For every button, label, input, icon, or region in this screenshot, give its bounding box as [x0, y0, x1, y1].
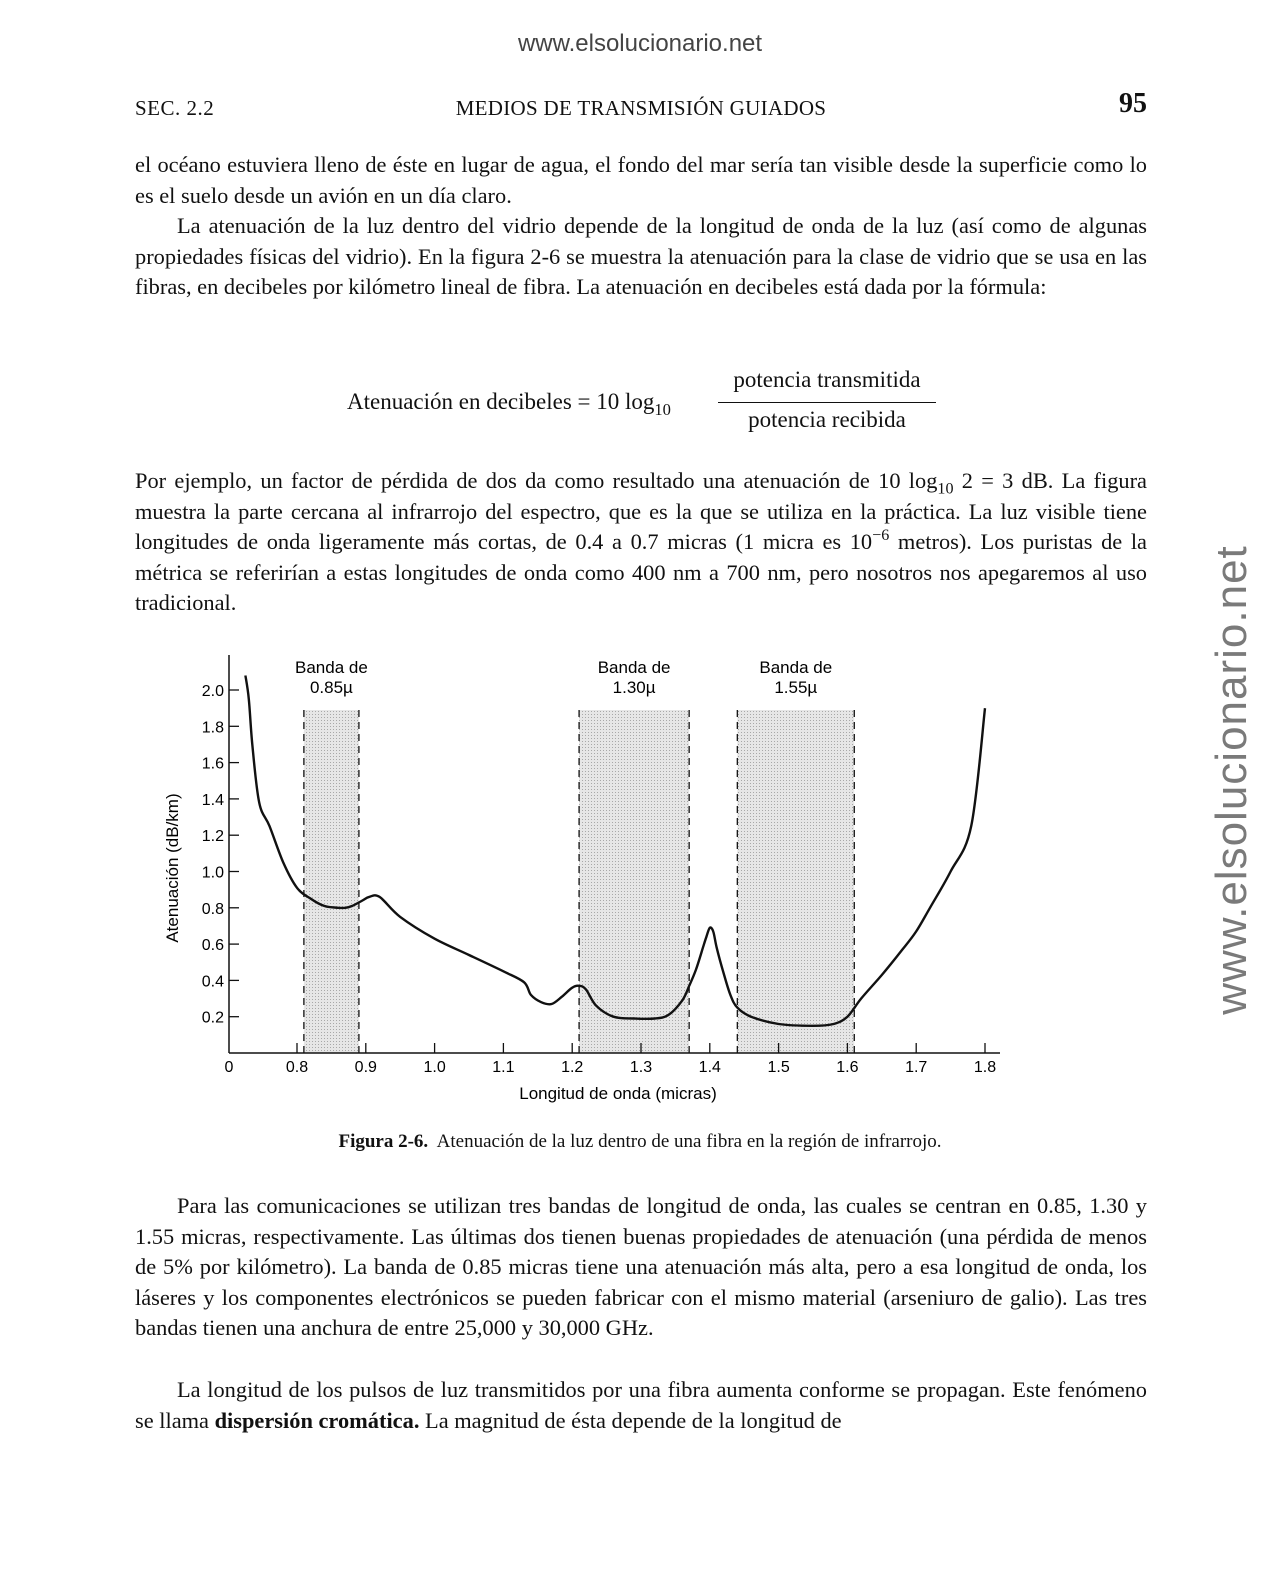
watermark-top: www.elsolucionario.net — [517, 30, 763, 57]
paragraph-5 — [135, 1375, 1147, 1436]
paragraph-3-subscript: 10 — [937, 480, 954, 498]
formula-lhs-subscript: 10 — [654, 399, 671, 419]
x-axis-label: Longitud de onda (micras) — [519, 1084, 717, 1103]
paragraph-2: La atenuación de la luz dentro del vidrio depende de la longitud de onda de la luz (así como de algunas propiedades físicas del vidrio). En la figura 2-6 se muestra la atenuación para la clase de vidrio que se usa en las fibras, en decibeles por kilómetro lineal de fibra. La atenuación en decibeles está dada por la fórmula: — [135, 213, 1147, 299]
paragraph-3-part-a: Por ejemplo, un factor de pérdida de dos da como resultado una atenuación de 10 log — [135, 468, 938, 493]
figure-caption-text: Atenuación de la luz dentro de una fibra en la región de infrarrojo. — [436, 1131, 942, 1152]
y-tick-label-0.6: 0.6 — [201, 937, 224, 955]
paragraph-4: Para las comunicaciones se utilizan tres bandas de longitud de onda, las cuales se centran en 0.85, 1.30 y 1.55 micras, respectivamente. Las últimas dos tienen buenas propiedades de atenuación (una pérdida de menos de 5% por kilómetro). La banda de 0.85 micras tiene una atenuación más alta, pero a esa longitud de onda, los láseres y los componentes electrónicos se pueden fabricar con el mismo material (arseniuro de galio). Las tres bandas tienen una anchura de entre 25,000 y 30,000 GHz. — [135, 1193, 1147, 1340]
watermark-side-text: www.elsolucionario.net — [1207, 545, 1256, 1015]
x-tick-label-1.2: 1.2 — [561, 1059, 584, 1076]
x-tick-label-0.8: 0.8 — [285, 1059, 309, 1076]
paragraph-5-term: dispersión cromática. — [214, 1407, 420, 1433]
formula-numerator: potencia transmitida — [733, 367, 921, 392]
band-3-label-line1: Banda de — [759, 658, 833, 677]
x-tick-label-1.6: 1.6 — [836, 1059, 859, 1076]
band-1-label-line1: Banda de — [295, 658, 368, 677]
x-tick-label-1.3: 1.3 — [629, 1059, 653, 1076]
paragraph-3-part-b: 2 = 3 dB. La figura muestra la parte cercana al infrarrojo del espectro, que es la que se utiliza en la práctica. La luz visible tiene longitudes de onda ligeramente más cortas, de 0.4 a 0.7 micras (1 micra es 10 — [135, 468, 1147, 554]
band-1-label-line2: 0.85µ — [309, 678, 353, 697]
y-ticks — [202, 683, 239, 1027]
x-tick-label-1.4: 1.4 — [698, 1059, 721, 1076]
y-tick-label-1.6: 1.6 — [201, 755, 224, 773]
running-title: MEDIOS DE TRANSMISIÓN GUIADOS — [455, 96, 827, 120]
y-tick-label-0.8: 0.8 — [201, 900, 224, 918]
y-tick-label-1: 1.0 — [201, 864, 224, 882]
band-3-shade — [737, 710, 854, 1053]
figure-caption — [0, 1131, 1280, 1153]
figure-label: Figura 2-6. — [338, 1131, 429, 1152]
x-tick-label-1.5: 1.5 — [767, 1059, 790, 1076]
paragraph-5-part-a: La longitud de los pulsos de luz transmitidos por una fibra aumenta conforme se propagan. Este fenómeno se llama — [135, 1377, 1147, 1433]
x-tick-label-origin: 0 — [224, 1059, 234, 1076]
y-tick-label-1.4: 1.4 — [201, 791, 224, 809]
formula-lhs-text: Atenuación en decibeles = 10 log — [347, 389, 655, 414]
paragraph-3-part-c: metros). Los puristas de la métrica se referirían a estas longitudes de onda como 400 nm a 700 nm, pero nosotros nos apegaremos al uso tradicional. — [135, 529, 1147, 615]
bands-layer — [295, 658, 854, 1053]
y-tick-label-0.2: 0.2 — [201, 1009, 224, 1027]
y-tick-label-0.4: 0.4 — [201, 973, 224, 991]
band-2-label-line1: Banda de — [597, 658, 671, 677]
band-1-shade — [304, 710, 359, 1053]
formula-denominator: potencia recibida — [748, 407, 906, 432]
band-2-shade — [579, 710, 689, 1053]
x-tick-label-0.9: 0.9 — [354, 1059, 377, 1076]
page-number: 95 — [1119, 88, 1147, 119]
section-label: SEC. 2.2 — [135, 96, 215, 120]
paragraph-1: el océano estuviera lleno de éste en lugar de agua, el fondo del mar sería tan visible desde la superficie como lo es el suelo desde un avión en un día claro. — [135, 152, 1147, 208]
y-tick-label-2: 2.0 — [201, 683, 224, 700]
band-3-label-line2: 1.55µ — [774, 678, 818, 697]
x-tick-label-1: 1.0 — [423, 1059, 446, 1076]
paragraph-3-superscript: −6 — [872, 527, 890, 545]
paragraph-5-part-b: La magnitud de ésta depende de la longitud de — [419, 1407, 842, 1433]
y-tick-label-1.8: 1.8 — [201, 719, 224, 737]
y-axis-label: Atenuación (dB/km) — [163, 793, 182, 943]
x-tick-label-1.1: 1.1 — [492, 1059, 515, 1076]
band-2-label-line2: 1.30µ — [612, 678, 656, 697]
y-tick-label-1.2: 1.2 — [201, 828, 224, 846]
x-tick-label-1.8: 1.8 — [973, 1059, 997, 1076]
x-tick-label-1.7: 1.7 — [905, 1059, 928, 1076]
